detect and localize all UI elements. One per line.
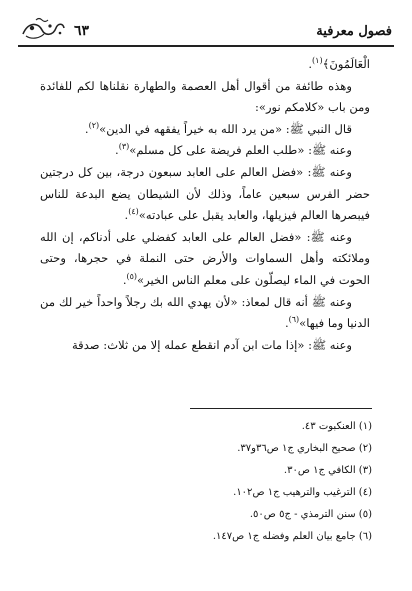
footnote-item: (٥) سنن الترمذي - ج٥ ص٥٠. xyxy=(249,509,372,520)
footnote-item: (٣) الكافي ج١ ص٣٠. xyxy=(283,465,372,476)
footnote-ref: (٢) xyxy=(88,120,100,130)
paragraph-verse-end: الْعَالَمُونَ﴾$^{(١)}$. xyxy=(308,56,370,71)
paragraph-hadith-3: وعنه ﷺ: «فضل العالم على العابد سبعون درجة، بين كل درجتين حضر الفرس سبعين عاماً، وذلك لأن الشيطان يضع البدعة للناس فيبصرها العالم فيزيلها، والعابد يقبل على عبادته»$^{(٤)}$. xyxy=(40,164,370,223)
page-header xyxy=(20,12,392,42)
footnote-item: (٢) صحيح البخاري ج١ ص٣٦و٣٧. xyxy=(237,443,372,454)
paragraph-intro: وهذه طائفة من أقوال أهل العصمة والطهارة نقلناها لكم للفائدة ومن باب «كلامكم نور»: xyxy=(40,78,370,115)
main-text xyxy=(40,54,370,356)
footnote-ref: (١) xyxy=(312,56,323,66)
header-divider xyxy=(18,45,394,47)
paragraph-hadith-4: وعنه ﷺ: «فضل العالم على العابد كفضلي على أدناكم، إن الله وملائكته وأهل السماوات والأرض حتى النملة في حجرها، وحتى الحوت في الماء ليصلّون على معلم الناس الخير»$^{(٥)}$. xyxy=(40,229,370,287)
paragraph-hadith-2: وعنه ﷺ: «طلب العلم فريضة على كل مسلم»$^{(٣)}$. xyxy=(115,142,352,158)
page-number: ٦٣ xyxy=(74,23,90,39)
paragraph-hadith-6: وعنه ﷺ: «إذا مات ابن آدم انقطع عمله إلا من ثلاث: صدقة xyxy=(71,337,352,352)
footnotes xyxy=(40,416,372,548)
footnote-item: (٤) الترغيب والترهيب ج١ ص١٠٢. xyxy=(233,487,372,498)
footnote-item: (٦) جامع بيان العلم وفضله ج١ ص١٤٧. xyxy=(212,531,372,542)
footnote-item: (١) العنكبوت ٤٣. xyxy=(301,421,372,432)
ornament-icon xyxy=(20,16,66,42)
footnote-ref: (٤) xyxy=(128,207,139,217)
footnote-ref: (٥) xyxy=(126,272,138,282)
running-title: فصول معرفية xyxy=(316,24,392,39)
header-left-group xyxy=(20,16,89,42)
footnote-ref: (٣) xyxy=(118,142,130,152)
footnote-ref: (٦) xyxy=(288,315,300,325)
paragraph-hadith-5: وعنه ﷺ أنه قال لمعاذ: «لأن يهدي الله بك رجلاً واحداً خير لك من الدنيا وما فيها»$^{(٦)}$. xyxy=(40,294,370,331)
paragraph-hadith-1: قال النبي ﷺ: «من يرد الله به خيراً يفقهه في الدين»$^{(٢)}$. xyxy=(84,120,352,136)
footnote-divider xyxy=(190,408,372,409)
